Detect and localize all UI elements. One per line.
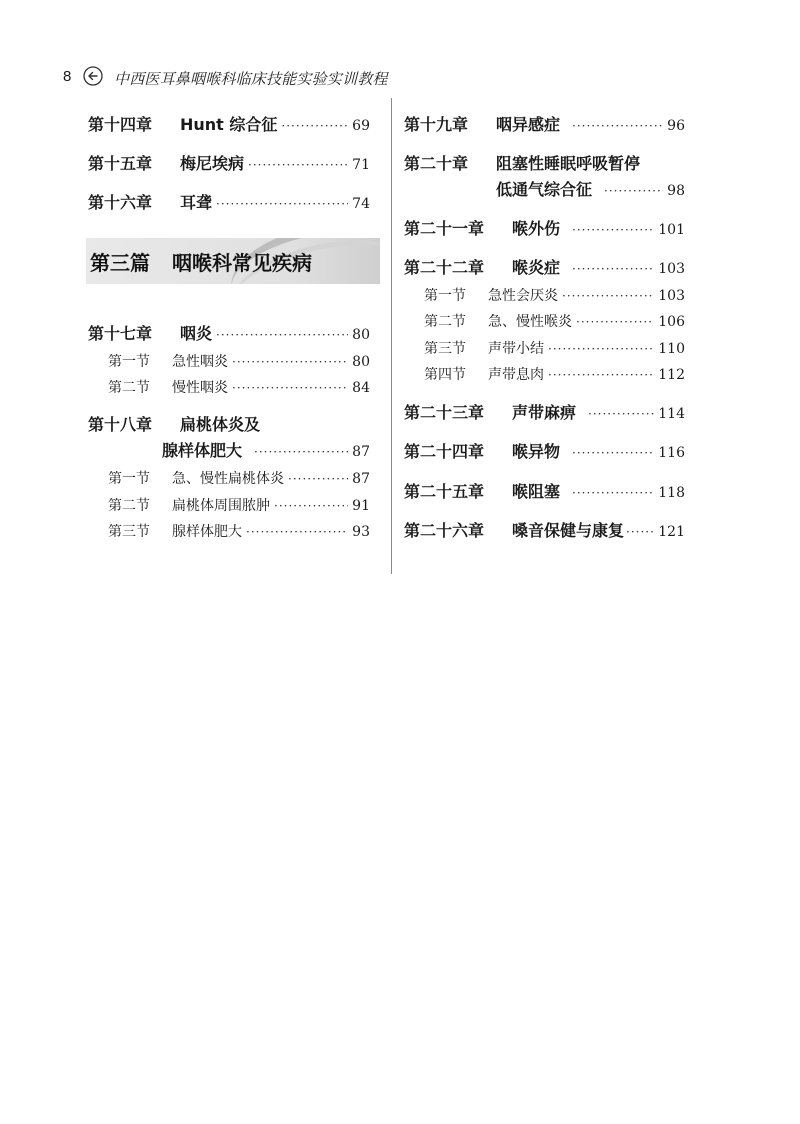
chapter-title: 喉异物 xyxy=(512,442,561,461)
page-ref: 80 xyxy=(352,327,370,343)
chapter-title: 梅尼埃病 xyxy=(180,154,245,173)
toc-chapter-22[interactable] xyxy=(404,255,685,278)
page-number: 8 xyxy=(63,68,72,85)
section-label: 第一节 xyxy=(108,354,150,370)
page-ref: 106 xyxy=(658,314,685,330)
section-title: 急、慢性扁桃体炎 xyxy=(172,471,284,487)
chapter-title: Hunt 综合征 xyxy=(180,115,278,134)
page-ref: 69 xyxy=(352,118,370,134)
toc-section[interactable] xyxy=(424,285,685,305)
toc-section[interactable] xyxy=(108,495,370,515)
leader-dots xyxy=(548,368,654,382)
chapter-label: 第二十三章 xyxy=(404,403,485,422)
toc-section[interactable] xyxy=(108,377,370,397)
toc-chapter-19[interactable] xyxy=(404,112,685,135)
chapter-title-line1: 阻塞性睡眠呼吸暂停 xyxy=(496,154,641,173)
toc-section[interactable] xyxy=(424,364,685,384)
chapter-title: 喉阻塞 xyxy=(512,482,561,501)
toc-chapter-18[interactable] xyxy=(88,412,370,435)
page-ref: 98 xyxy=(667,183,685,199)
section-label: 第二节 xyxy=(108,380,150,396)
leader-dots xyxy=(588,407,654,421)
section-title: 扁桃体周围脓肿 xyxy=(172,498,270,514)
leader-dots xyxy=(248,158,348,172)
toc-chapter-18-line2[interactable] xyxy=(162,438,370,461)
chapter-label: 第十五章 xyxy=(88,154,153,173)
section-title: 声带息肉 xyxy=(488,367,544,383)
leader-dots xyxy=(604,184,663,198)
back-arrow-icon[interactable] xyxy=(83,66,103,86)
leader-dots xyxy=(572,446,654,460)
leader-dots xyxy=(626,525,654,539)
toc-chapter-23[interactable] xyxy=(404,400,685,423)
leader-dots xyxy=(274,499,348,513)
toc-section[interactable] xyxy=(424,311,685,331)
chapter-title: 耳聋 xyxy=(180,193,213,212)
chapter-title: 咽异感症 xyxy=(496,115,561,134)
part-label: 第三篇 xyxy=(90,251,150,275)
chapter-title-line2: 腺样体肥大 xyxy=(162,441,243,460)
chapter-label: 第二十二章 xyxy=(404,258,485,277)
page-ref: 121 xyxy=(658,524,685,540)
section-label: 第一节 xyxy=(424,288,466,304)
section-title: 急性咽炎 xyxy=(172,354,228,370)
page-ref: 103 xyxy=(658,288,685,304)
page-ref: 118 xyxy=(658,485,685,501)
toc-chapter-24[interactable] xyxy=(404,439,685,462)
chapter-title: 嗓音保健与康复 xyxy=(512,521,625,540)
page-ref: 84 xyxy=(352,380,370,396)
part-banner[interactable] xyxy=(86,238,380,284)
section-label: 第四节 xyxy=(424,367,466,383)
toc-chapter-25[interactable] xyxy=(404,479,685,502)
leader-dots xyxy=(562,289,654,303)
page-ref: 112 xyxy=(658,367,685,383)
leader-dots xyxy=(572,262,654,276)
toc-section[interactable] xyxy=(108,521,370,541)
section-title: 声带小结 xyxy=(488,341,544,357)
page-ref: 91 xyxy=(352,498,370,514)
chapter-title: 喉外伤 xyxy=(512,219,561,238)
leader-dots xyxy=(254,445,348,459)
section-label: 第三节 xyxy=(108,524,150,540)
page-ref: 71 xyxy=(352,157,370,173)
chapter-title: 咽炎 xyxy=(180,324,213,343)
leader-dots xyxy=(281,119,348,133)
toc-chapter-21[interactable] xyxy=(404,216,685,239)
toc-section[interactable] xyxy=(108,468,370,488)
section-label: 第二节 xyxy=(424,314,466,330)
page-ref: 74 xyxy=(352,196,370,212)
toc-section[interactable] xyxy=(108,351,370,371)
section-title: 急性会厌炎 xyxy=(488,288,558,304)
leader-dots xyxy=(246,525,348,539)
chapter-label: 第十六章 xyxy=(88,193,153,212)
page-ref: 114 xyxy=(658,406,685,422)
toc-chapter-15[interactable] xyxy=(88,151,370,174)
chapter-title: 喉炎症 xyxy=(512,258,561,277)
part-heading xyxy=(90,247,312,276)
chapter-label: 第十八章 xyxy=(88,415,153,434)
leader-dots xyxy=(572,486,654,500)
page-ref: 103 xyxy=(658,261,685,277)
chapter-label: 第二十章 xyxy=(404,154,469,173)
chapter-label: 第二十六章 xyxy=(404,521,485,540)
toc-chapter-20-line2[interactable] xyxy=(496,177,685,200)
section-label: 第二节 xyxy=(108,498,150,514)
book-title: 中西医耳鼻咽喉科临床技能实验实训教程 xyxy=(114,70,388,88)
page-ref: 101 xyxy=(658,222,685,238)
page-ref: 93 xyxy=(352,524,370,540)
toc-chapter-16[interactable] xyxy=(88,190,370,213)
chapter-title-line1: 扁桃体炎及 xyxy=(180,415,261,434)
page-ref: 87 xyxy=(352,471,370,487)
section-label: 第三节 xyxy=(424,341,466,357)
chapter-label: 第二十五章 xyxy=(404,482,485,501)
leader-dots xyxy=(216,328,348,342)
page-ref: 87 xyxy=(352,444,370,460)
page-ref: 80 xyxy=(352,354,370,370)
part-title: 咽喉科常见疾病 xyxy=(172,251,312,275)
column-divider xyxy=(391,98,392,574)
section-title: 腺样体肥大 xyxy=(172,524,242,540)
toc-chapter-17[interactable] xyxy=(88,321,370,344)
chapter-label: 第二十一章 xyxy=(404,219,485,238)
leader-dots xyxy=(572,119,663,133)
chapter-title: 声带麻痹 xyxy=(512,403,577,422)
leader-dots xyxy=(572,223,654,237)
chapter-label: 第十九章 xyxy=(404,115,469,134)
toc-chapter-14[interactable] xyxy=(88,112,370,135)
page-ref: 96 xyxy=(667,118,685,134)
toc-chapter-20[interactable] xyxy=(404,151,685,174)
leader-dots xyxy=(216,197,348,211)
page-ref: 110 xyxy=(658,341,685,357)
chapter-label: 第十七章 xyxy=(88,324,153,343)
leader-dots xyxy=(232,355,348,369)
chapter-label: 第十四章 xyxy=(88,115,153,134)
page-ref: 116 xyxy=(658,445,685,461)
toc-section[interactable] xyxy=(424,338,685,358)
chapter-label: 第二十四章 xyxy=(404,442,485,461)
leader-dots xyxy=(232,381,348,395)
leader-dots xyxy=(548,342,654,356)
section-title: 急、慢性喉炎 xyxy=(488,314,572,330)
leader-dots xyxy=(288,472,348,486)
toc-chapter-26[interactable] xyxy=(404,518,685,541)
chapter-title-line2: 低通气综合征 xyxy=(496,180,593,199)
section-title: 慢性咽炎 xyxy=(172,380,228,396)
leader-dots xyxy=(576,315,654,329)
section-label: 第一节 xyxy=(108,471,150,487)
